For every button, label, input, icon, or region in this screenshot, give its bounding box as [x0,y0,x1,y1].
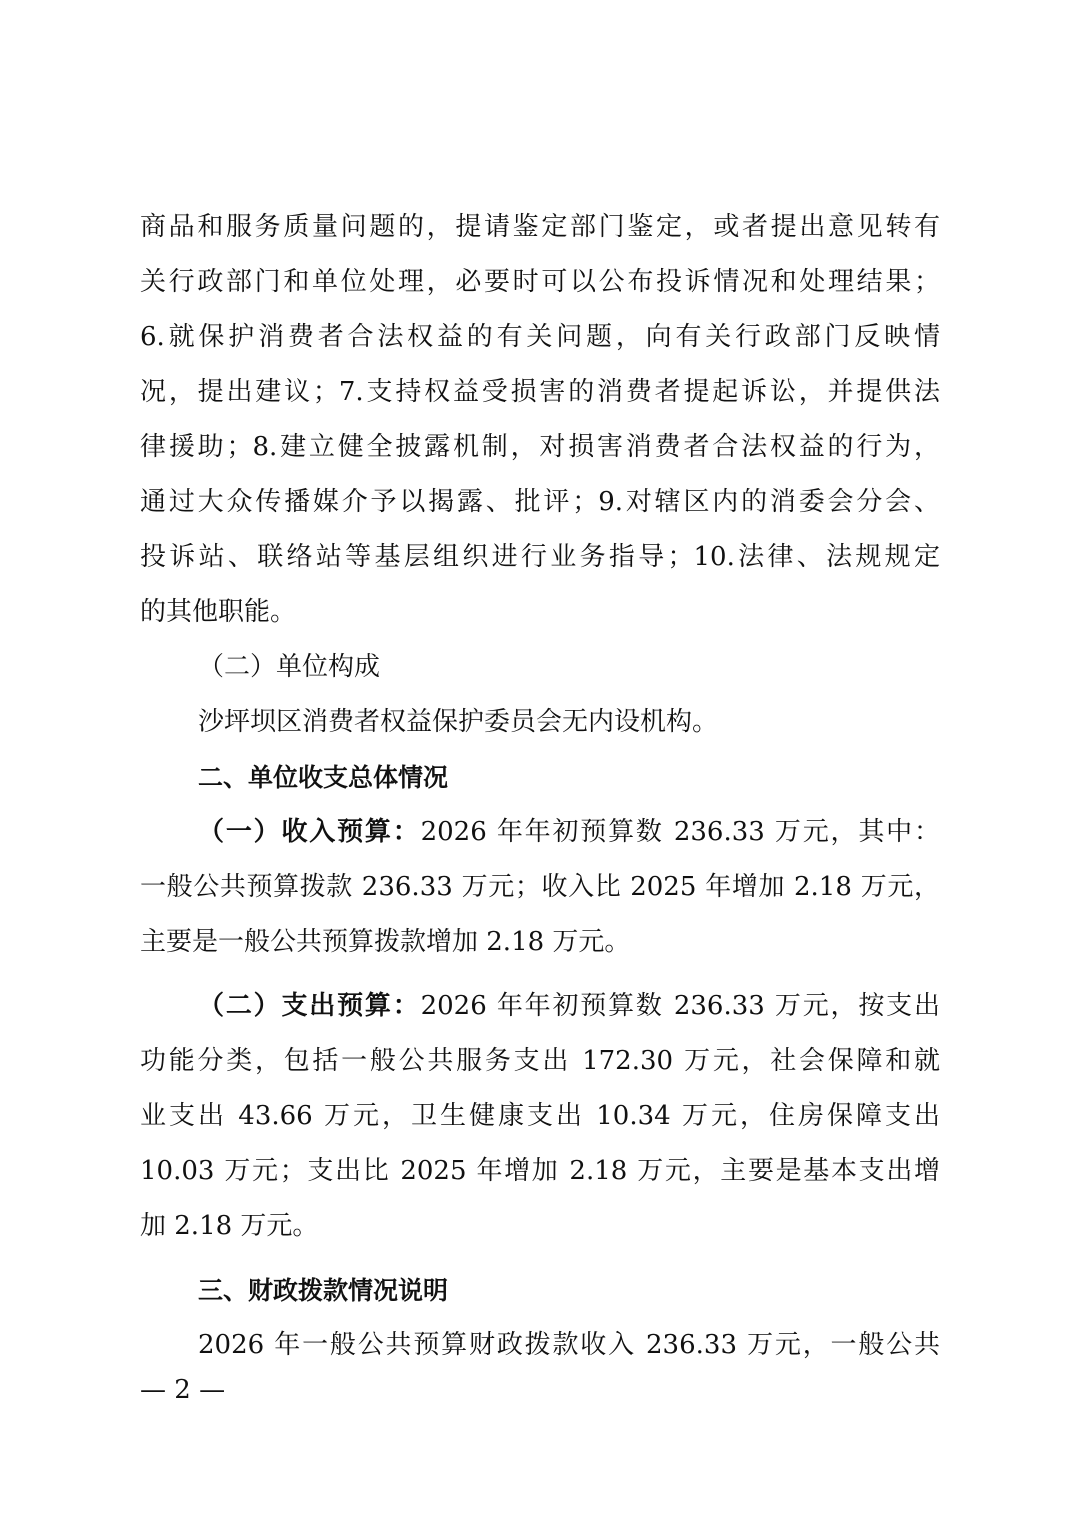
text-line: 10.03 万元；支出比 2025 年增加 2.18 万元，主要是基本支出增 [140,1156,940,1186]
text-line: 律援助；8.建立健全披露机制，对损害消费者合法权益的行为， [140,432,940,462]
expenditure-budget-line [140,979,940,1034]
text-line: 商品和服务质量问题的，提请鉴定部门鉴定，或者提出意见转有 [140,212,940,242]
income-budget-text: 2026 年年初预算数 236.33 万元，其中： [420,817,940,847]
subheading-unit-composition: （二）单位构成 [198,652,381,682]
paragraph-gap [140,970,940,979]
text-line: 业支出 43.66 万元，卫生健康支出 10.34 万元，住房保障支出 [140,1101,940,1131]
text-line: 功能分类，包括一般公共服务支出 172.30 万元，社会保障和就 [140,1046,940,1076]
text-line: 一般公共预算拨款 236.33 万元；收入比 2025 年增加 2.18 万元， [140,872,940,902]
fiscal-text-line: 2026 年一般公共预算财政拨款收入 236.33 万元，一般公共 [198,1330,940,1360]
text-line: 的其他职能。 [140,597,297,627]
text-line: 通过大众传播媒介予以揭露、批评；9.对辖区内的消委会分会、 [140,487,940,517]
text-line: 关行政部门和单位处理，必要时可以公布投诉情况和处理结果； [140,267,940,297]
unit-composition-text: 沙坪坝区消费者权益保护委员会无内设机构。 [198,707,719,737]
paragraph-gap [140,1254,940,1263]
income-budget-line [140,805,940,860]
text-line: 投诉站、联络站等基层组织进行业务指导；10.法律、法规规定 [140,542,940,572]
section-heading-fiscal: 三、财政拨款情况说明 [198,1276,449,1305]
expenditure-budget-lead: （二）支出预算： [198,991,421,1021]
text-line: 6.就保护消费者合法权益的有关问题，向有关行政部门反映情 [140,322,940,352]
document-body [140,200,940,1373]
text-line: 加 2.18 万元。 [140,1211,319,1241]
expenditure-budget-text: 2026 年年初预算数 236.33 万元，按支出 [420,991,940,1021]
text-line: 况，提出建议；7.支持权益受损害的消费者提起诉讼，并提供法 [140,377,940,407]
page-number: — 2 — [140,1375,226,1405]
income-budget-lead: （一）收入预算： [198,817,421,847]
text-line: 主要是一般公共预算拨款增加 2.18 万元。 [140,927,631,957]
section-heading-income-expenditure: 二、单位收支总体情况 [198,763,449,792]
